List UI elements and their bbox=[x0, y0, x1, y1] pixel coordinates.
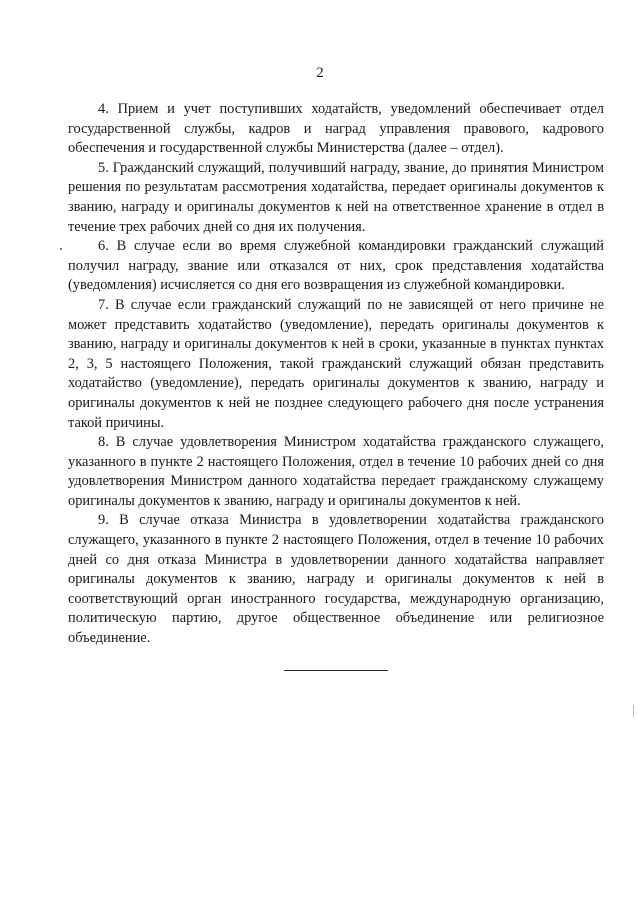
page-number: 2 bbox=[316, 65, 324, 81]
paragraph-7: 7. В случае если гражданский служащий по не зависящей от него причине не может представить ходатайство (уведомление), передать оригиналы документов к званию, награду и оригиналы документов к ней в сроки, указанные в пунктах пунктах 2, 3, 5 настоящего Положения, такой гражданский служащий обязан представить ходатайство (уведомление), передать оригиналы документов к званию, награду и оригиналы документов к ней не позднее следующего рабочего дня после устранения такой причины. bbox=[68, 296, 604, 431]
paragraph-6: 6. В случае если во время служебной командировки гражданский служащий получил награду, звание или отказался от них, срок представления ходатайства (уведомления) исчисляется со дня его возвращения из служебной командировки. bbox=[68, 238, 604, 294]
document-body bbox=[68, 100, 604, 649]
margin-mark bbox=[60, 248, 62, 250]
paragraph-9: 9. В случае отказа Министра в удовлетворении ходатайства гражданского служащего, указанного в пункте 2 настоящего Положения, отдел в течение 10 рабочих дней со дня отказа Министра в удовлетворении данного ходатайства направляет оригиналы документов к званию, награду и оригиналы документов к ней в соответствующий орган иностранного государства, международную организацию, политическую партию, другое общественное объединение или религиозное объединение. bbox=[68, 512, 604, 647]
paragraph-4: 4. Прием и учет поступивших ходатайств, уведомлений обеспечивает отдел государственной службы, кадров и наград управления правового, кадрового обеспечения и государственной службы Министерства (далее – отдел). bbox=[68, 101, 604, 157]
end-separator-line bbox=[284, 670, 388, 671]
paragraph-5: 5. Гражданский служащий, получивший награду, звание, до принятия Министром решения по результатам рассмотрения ходатайства, передает оригиналы документов к званию, награду и оригиналы документов к ней на ответственное хранение в отдел в течение трех рабочих дней со дня их получения. bbox=[68, 159, 604, 235]
paragraph-8: 8. В случае удовлетворения Министром ходатайства гражданского служащего, указанного в пункте 2 настоящего Положения, отдел в течение 10 рабочих дней со дня удовлетворения Министром данного ходатайства передает гражданскому служащему оригиналы документов к званию, награду и оригиналы документов к ней. bbox=[68, 434, 604, 509]
scan-edge-mark bbox=[633, 705, 634, 717]
